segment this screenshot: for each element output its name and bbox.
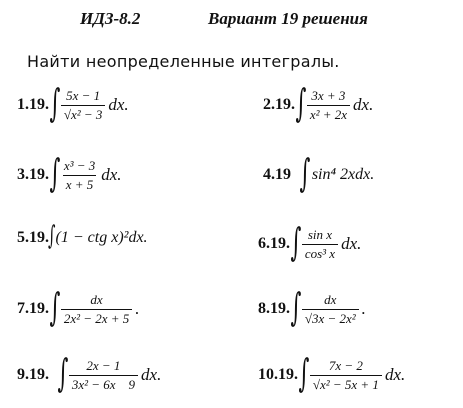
numerator: dx [324,291,337,307]
fraction [307,88,350,123]
problem-1-19 [17,81,129,125]
integral-sign: ∫ [290,220,302,264]
integral-sign: ∫ [48,221,56,251]
denominator: √x² − 3 [61,105,106,123]
fraction [302,292,359,327]
problem-number: 10.19. [258,366,298,383]
denominator: x + 5 [63,175,97,193]
denominator: √3x − 2x² [302,309,359,327]
differential: dx. [101,165,122,184]
fraction [61,88,106,123]
integrand: (1 − ctg x)²dx. [55,229,148,246]
problem-7-19 [17,285,140,329]
problem-number: 5.19. [17,229,49,246]
problem-4-19 [263,151,375,195]
integral-sign: ∫ [57,351,69,395]
numerator: dx [90,291,103,307]
period: . [135,299,140,318]
differential: dx. [108,95,129,114]
fraction [61,158,98,193]
problem-number: 4.19 [263,166,291,183]
task-instruction: Найти неопределенные интегралы. [27,52,340,71]
variant-title: Вариант 19 решения [208,9,368,28]
period: . [361,299,366,318]
numerator: 7x − 2 [328,357,363,373]
numerator: 5x − 1 [66,87,101,103]
denominator: x² + 2x [307,105,350,123]
problem-8-19 [258,285,366,329]
denominator: √x² − 5x + 1 [310,375,382,393]
problem-number: 1.19. [17,96,49,113]
problem-number: 2.19. [263,96,295,113]
integrand: sin⁴ 2xdx. [311,166,375,183]
problem-number: 9.19. [17,366,49,383]
denominator: cos³ x [302,244,338,262]
problem-5-19 [17,221,148,251]
integral-sign: ∫ [290,285,302,329]
integral-sign: ∫ [49,285,61,329]
denominator: 2x² − 2x + 5 [61,309,132,327]
problem-number: 7.19. [17,300,49,317]
problem-number: 3.19. [17,166,49,183]
problem-number: 6.19. [258,235,290,252]
problem-3-19 [17,151,122,195]
numerator: 2x − 1 [86,357,121,373]
numerator: x³ − 3 [63,157,96,173]
assignment-title: ИДЗ-8.2 [80,9,141,28]
differential: dx. [341,234,362,253]
problem-number: 8.19. [258,300,290,317]
problem-10-19 [258,351,406,395]
integral-sign: ∫ [295,81,307,125]
differential: dx. [353,95,374,114]
integral-sign: ∫ [49,81,61,125]
denominator: 3x² − 6x 9 [69,375,138,393]
problem-2-19 [263,81,374,125]
fraction [310,358,382,393]
differential: dx. [384,365,406,384]
integral-sign: ∫ [49,151,61,195]
integral-sign: ∫ [299,151,311,195]
problem-6-19 [258,220,362,264]
differential: dx. [141,365,162,384]
fraction [69,358,138,393]
problem-9-19 [17,351,162,395]
fraction [302,227,338,262]
fraction [61,292,132,327]
integral-sign: ∫ [298,351,310,395]
numerator: 3x + 3 [311,87,346,103]
numerator: sin x [307,226,333,242]
